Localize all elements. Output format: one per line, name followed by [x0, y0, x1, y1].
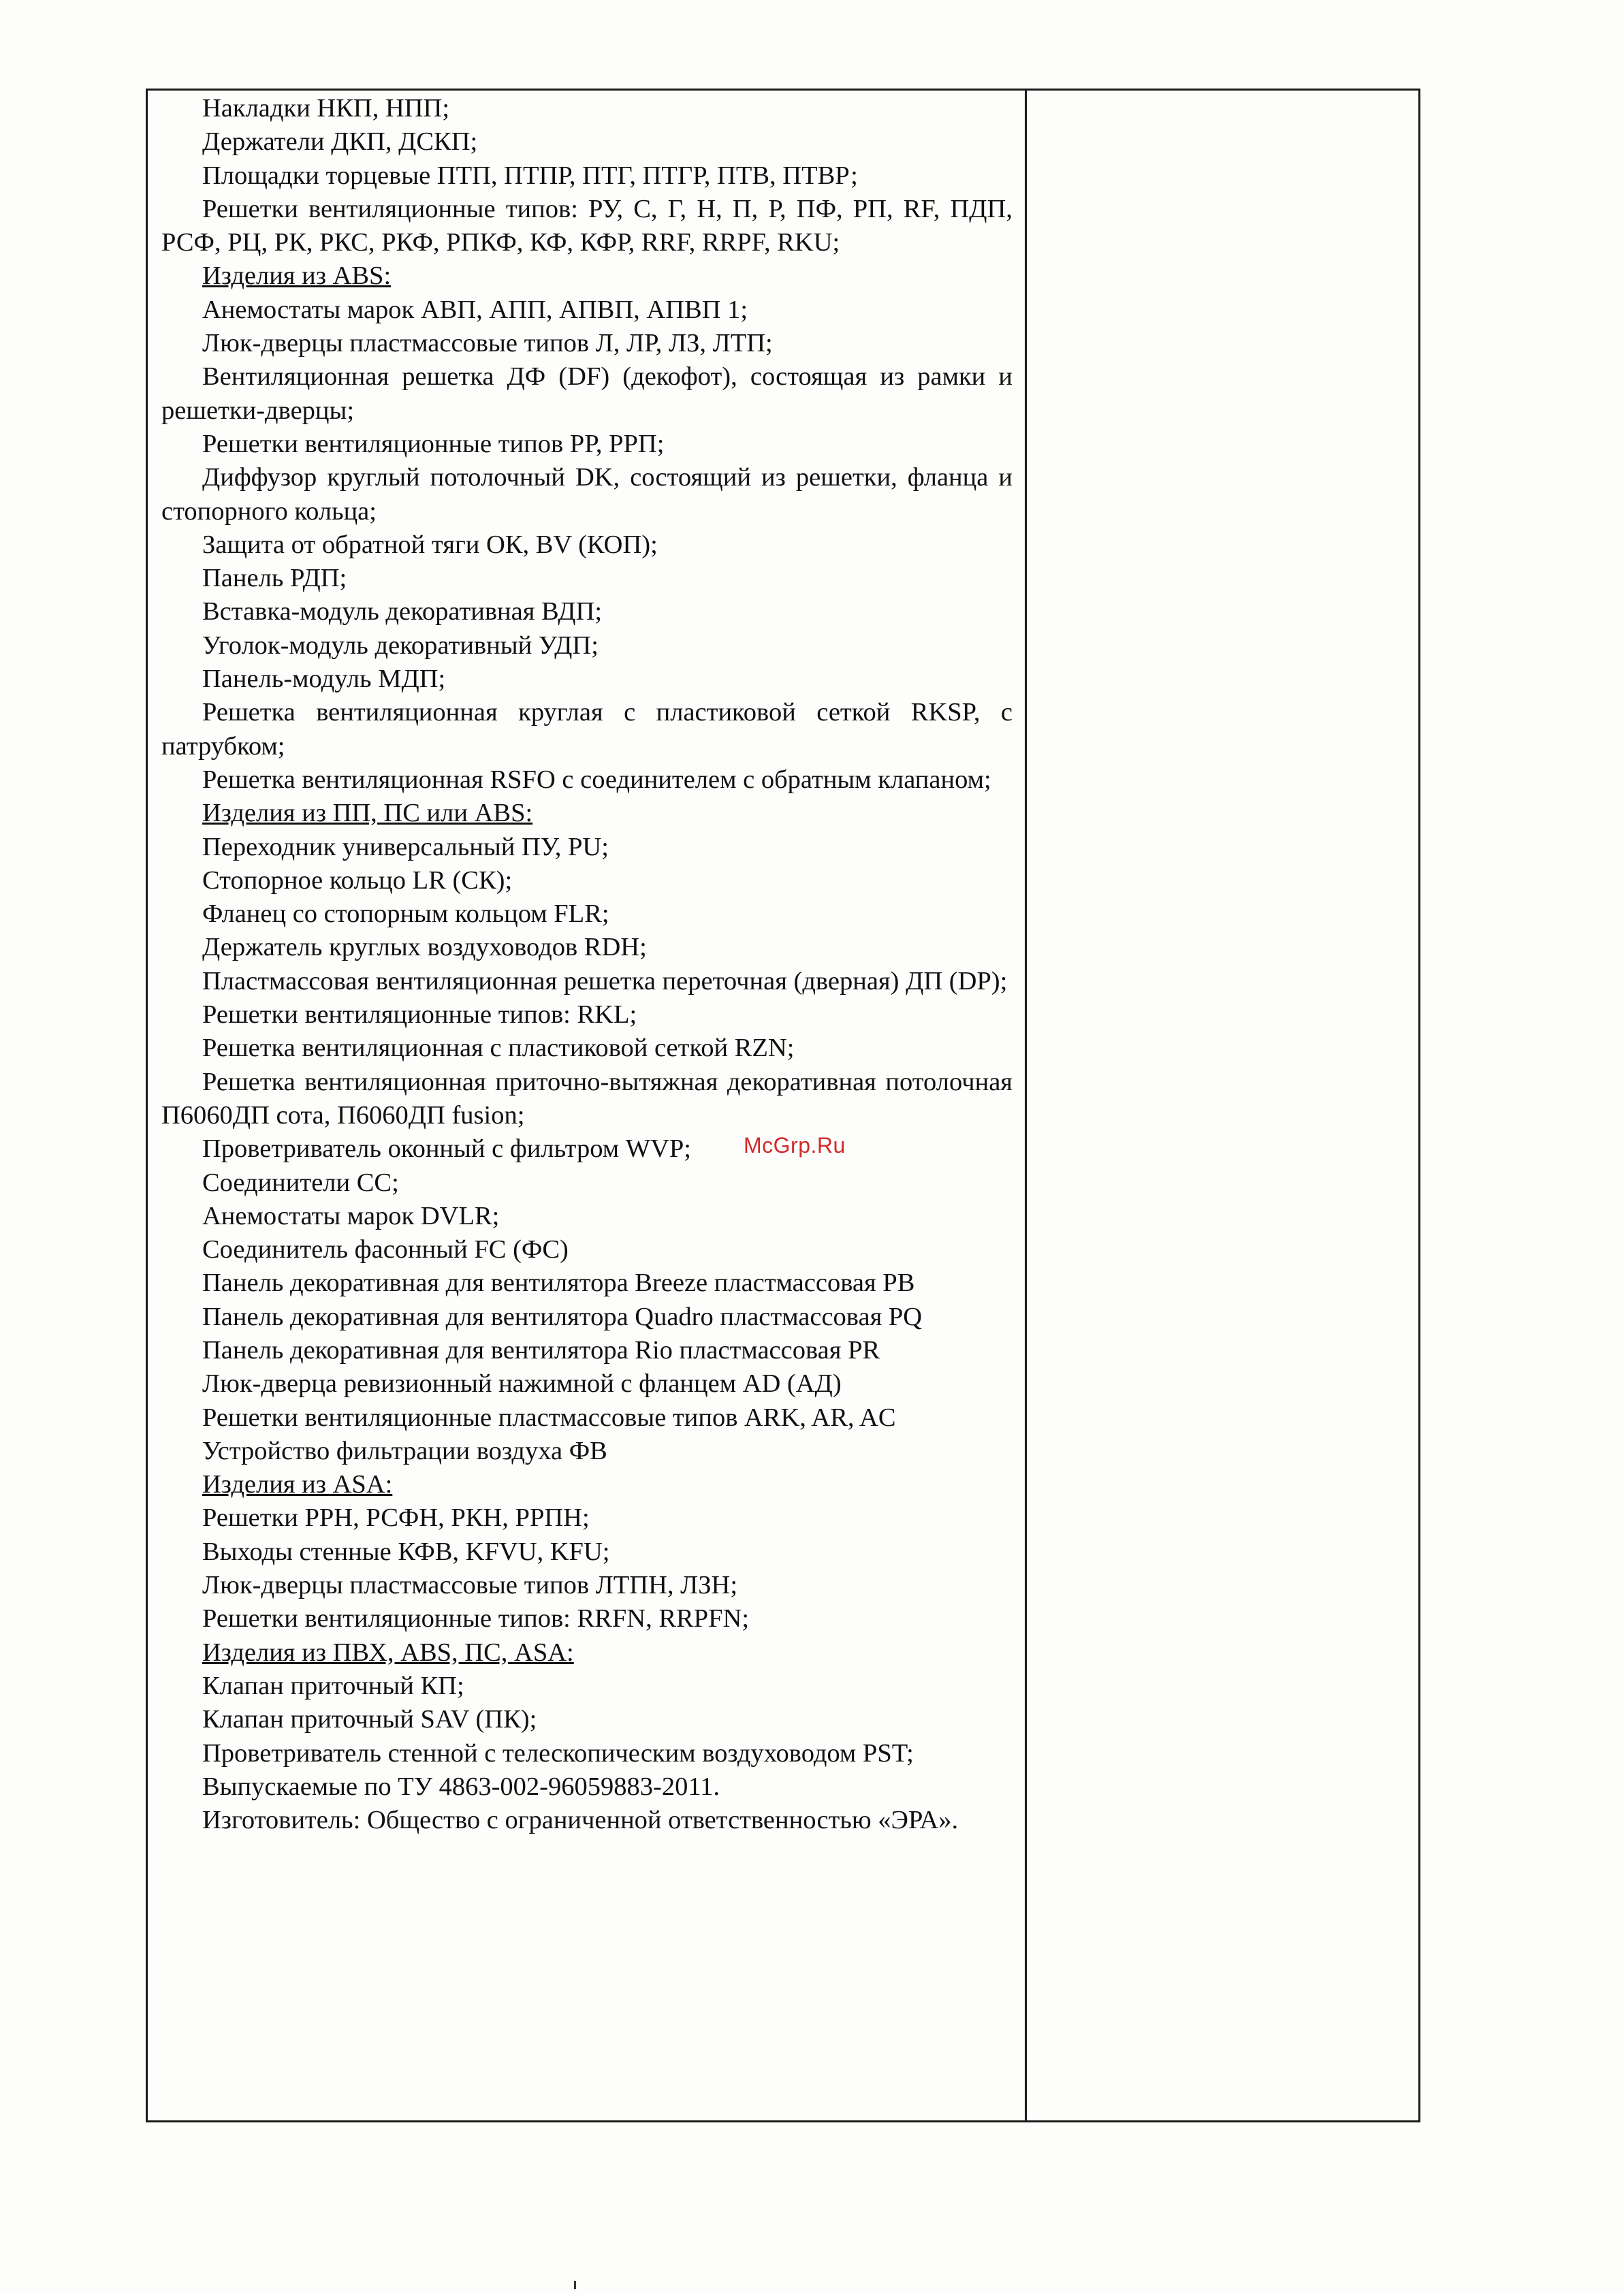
list-item: Выходы стенные КФВ, KFVU, KFU; — [202, 1537, 610, 1566]
list-item: Анемостаты марок DVLR; — [202, 1201, 500, 1230]
list-item: Решетки вентиляционные типов: RKL; — [202, 1000, 637, 1030]
list-item: Панель-модуль МДП; — [202, 665, 446, 694]
list-item: Фланец со стопорным кольцом FLR; — [202, 899, 609, 929]
list-item: Площадки торцевые ПТП, ПТПР, ПТГ, ПТГР, ПТВ, ПТВР; — [202, 161, 858, 190]
list-item: Вставка-модуль декоративная ВДП; — [202, 597, 603, 626]
list-item: Защита от обратной тяги ОК, BV (КОП); — [202, 530, 658, 559]
watermark-text: McGrp.Ru — [744, 1133, 846, 1158]
list-item: Держатели ДКП, ДСКП; — [202, 127, 478, 157]
list-item: Переходник универсальный ПУ, PU; — [202, 832, 609, 861]
list-item: Клапан приточный КП; — [202, 1671, 464, 1700]
list-item: Панель декоративная для вентилятора Breeze пластмассовая PB — [202, 1269, 915, 1298]
scan-mark — [574, 2281, 576, 2289]
list-item: Пластмассовая вентиляционная решетка переточная (дверная) ДП (DP); — [202, 966, 1008, 995]
list-item: Анемостаты марок АВП, АПП, АПВП, АПВП 1; — [202, 295, 748, 324]
list-item: Держатель круглых воздуховодов RDH; — [202, 933, 647, 962]
list-item: Уголок-модуль декоративный УДП; — [202, 631, 599, 660]
list-item: Решетка вентиляционная RSFO с соединителем с обратным клапаном; — [202, 765, 991, 794]
list-item: Решетки вентиляционные типов: RRFN, RRPFN; — [202, 1604, 750, 1634]
section-heading: Изделия из ПП, ПС или ABS: — [202, 799, 533, 828]
list-item: Проветриватель оконный с фильтром WVP; — [202, 1134, 691, 1164]
list-item: Соединители СС; — [202, 1168, 399, 1197]
list-item: Решетки РРН, РСФН, РКН, РРПН; — [202, 1503, 590, 1533]
list-item: Стопорное кольцо LR (СК); — [202, 865, 513, 895]
certificate-table — [146, 89, 1420, 2122]
section-heading: Изделия из ABS: — [202, 261, 392, 291]
list-item: Клапан приточный SAV (ПК); — [202, 1705, 537, 1734]
list-item: Решетки вентиляционные типов: РУ, С, Г, Н, П, Р, ПФ, РП, RF, ПДП, РСФ, РЦ, РК, РКС, РКФ, РПКФ, КФ, КФР, RRF, RRPF, RKU; — [161, 194, 1013, 257]
product-list-column — [161, 92, 1013, 1837]
list-item: Решетка вентиляционная круглая с пластиковой сеткой RKSP, с патрубком; — [161, 698, 1013, 761]
list-item: Панель декоративная для вентилятора Rio пластмассовая PR — [202, 1335, 880, 1365]
list-item: Панель декоративная для вентилятора Quadro пластмассовая PQ — [202, 1302, 923, 1331]
list-item: Решетка вентиляционная с пластиковой сеткой RZN; — [202, 1034, 795, 1063]
list-item: Вентиляционная решетка ДФ (DF) (декофот), состоящая из рамки и решетки-дверцы; — [161, 362, 1013, 425]
list-item: Выпускаемые по ТУ 4863-002-96059883-2011. — [202, 1772, 720, 1801]
list-item: Решетки вентиляционные типов РР, РРП; — [202, 429, 665, 458]
list-item: Люк-дверца ревизионный нажимной с фланцем AD (АД) — [202, 1369, 842, 1399]
list-item: Диффузор круглый потолочный DK, состоящий из решетки, фланца и стопорного кольца; — [161, 463, 1013, 526]
list-item: Люк-дверцы пластмассовые типов Л, ЛР, ЛЗ, ЛТП; — [202, 329, 773, 358]
section-heading: Изделия из ASA: — [202, 1470, 393, 1499]
list-item: Соединитель фасонный FC (ФС) — [202, 1235, 569, 1264]
list-item: Устройство фильтрации воздуха ФВ — [202, 1436, 607, 1465]
list-item: Проветриватель стенной с телескопическим воздуховодом PST; — [202, 1738, 914, 1768]
section-heading: Изделия из ПВХ, ABS, ПС, ASA: — [202, 1638, 574, 1667]
list-item: Панель РДП; — [202, 564, 347, 593]
empty-right-column — [1027, 91, 1418, 2120]
list-item: Решетки вентиляционные пластмассовые типов ARK, AR, AC — [202, 1403, 896, 1432]
list-item: Решетка вентиляционная приточно-вытяжная декоративная потолочная П6060ДП сота, П6060ДП fusion; — [161, 1067, 1013, 1130]
list-item: Накладки НКП, НПП; — [202, 94, 450, 123]
list-item: Изготовитель: Общество с ограниченной ответственностью «ЭРА». — [202, 1806, 959, 1835]
list-item: Люк-дверцы пластмассовые типов ЛТПН, ЛЗН; — [202, 1571, 738, 1600]
